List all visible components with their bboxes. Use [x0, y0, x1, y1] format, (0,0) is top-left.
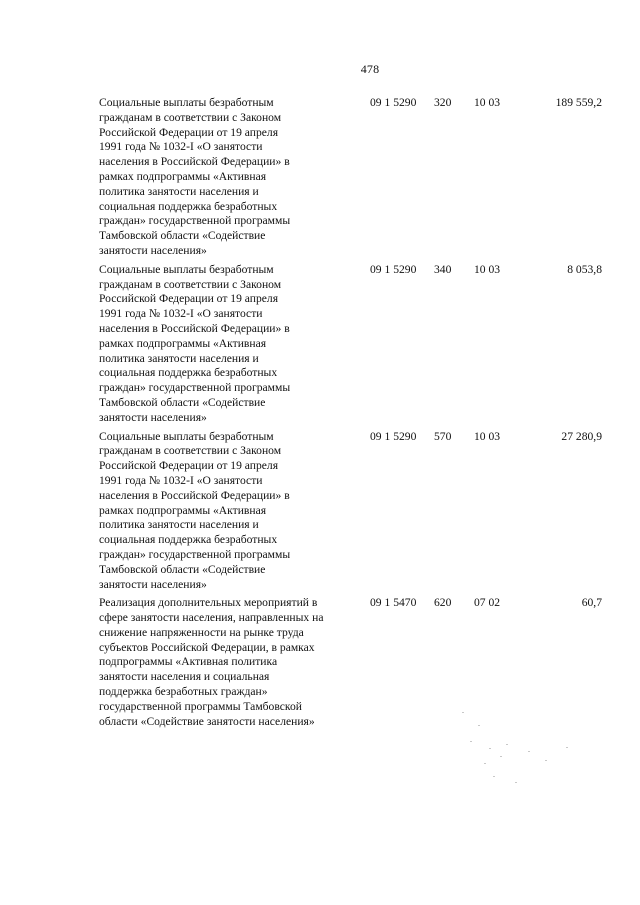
row-expense-type-code: 340 [434, 262, 452, 276]
row-description: Социальные выплаты безработным гражданам в соответствии с Законом Российской Федерации от 19 апреля 1991 года № 1032-I «О занятости населения в Российской Федерации» в рамках подпрограммы «Активная политика занятости населения и социальная поддержка безработных граждан» государственной программы Тамбовской области «Содействие занятости населения» [99, 429, 291, 591]
row-description: Социальные выплаты безработным гражданам в соответствии с Законом Российской Федерации от 19 апреля 1991 года № 1032-I «О занятости населения в Российской Федерации» в рамках подпрограммы «Активная политика занятости населения и социальная поддержка безработных граждан» государственной программы Тамбовской области «Содействие занятости населения» [99, 96, 291, 257]
table-row [0, 430, 640, 593]
page-number: 478 [360, 62, 380, 76]
scan-speck [478, 725, 480, 726]
scan-speck [566, 747, 568, 748]
scan-speck [545, 760, 547, 761]
row-expense-type-code: 320 [434, 96, 452, 109]
row-amount: 60,7 [581, 596, 602, 610]
row-section-code: 10 03 [474, 262, 501, 276]
row-expense-type-code: 620 [434, 596, 452, 610]
row-section-code: 07 02 [474, 596, 501, 610]
scan-speck [470, 741, 472, 742]
row-target-article-code: 09 1 5470 [370, 596, 417, 610]
row-target-article-code: 09 1 5290 [370, 96, 417, 109]
row-amount: 189 559,2 [555, 96, 602, 109]
scan-speck [506, 744, 508, 745]
row-section-code: 10 03 [474, 96, 501, 109]
row-expense-type-code: 570 [434, 429, 452, 443]
scan-speck [493, 776, 495, 777]
row-section-code: 10 03 [474, 429, 501, 443]
scan-speck [500, 756, 502, 757]
row-description: Реализация дополнительных мероприятий в сфере занятости населения, направленных на снижение напряженности на рынке труда субъектов Российской Федерации, в рамках подпрограммы «Активная политика занятости населения и социальная поддержка безработных граждан» государственной программы Тамбовской области «Содействие занятости населения» [99, 596, 324, 728]
budget-table [0, 96, 640, 733]
scan-speck [484, 763, 486, 764]
scan-speck [528, 751, 530, 752]
scan-speck [462, 712, 464, 713]
row-amount: 27 280,9 [561, 429, 602, 443]
row-amount: 8 053,8 [567, 262, 602, 276]
row-target-article-code: 09 1 5290 [370, 429, 417, 443]
table-row [0, 596, 640, 729]
row-description: Социальные выплаты безработным гражданам в соответствии с Законом Российской Федерации от 19 апреля 1991 года № 1032-I «О занятости населения в Российской Федерации» в рамках подпрограммы «Активная политика занятости населения и социальная поддержка безработных граждан» государственной программы Тамбовской области «Содействие занятости населения» [99, 262, 291, 424]
table-row [0, 263, 640, 426]
table-row [0, 96, 640, 259]
scan-speck [489, 748, 491, 749]
row-target-article-code: 09 1 5290 [370, 262, 417, 276]
scan-speck [515, 782, 517, 783]
